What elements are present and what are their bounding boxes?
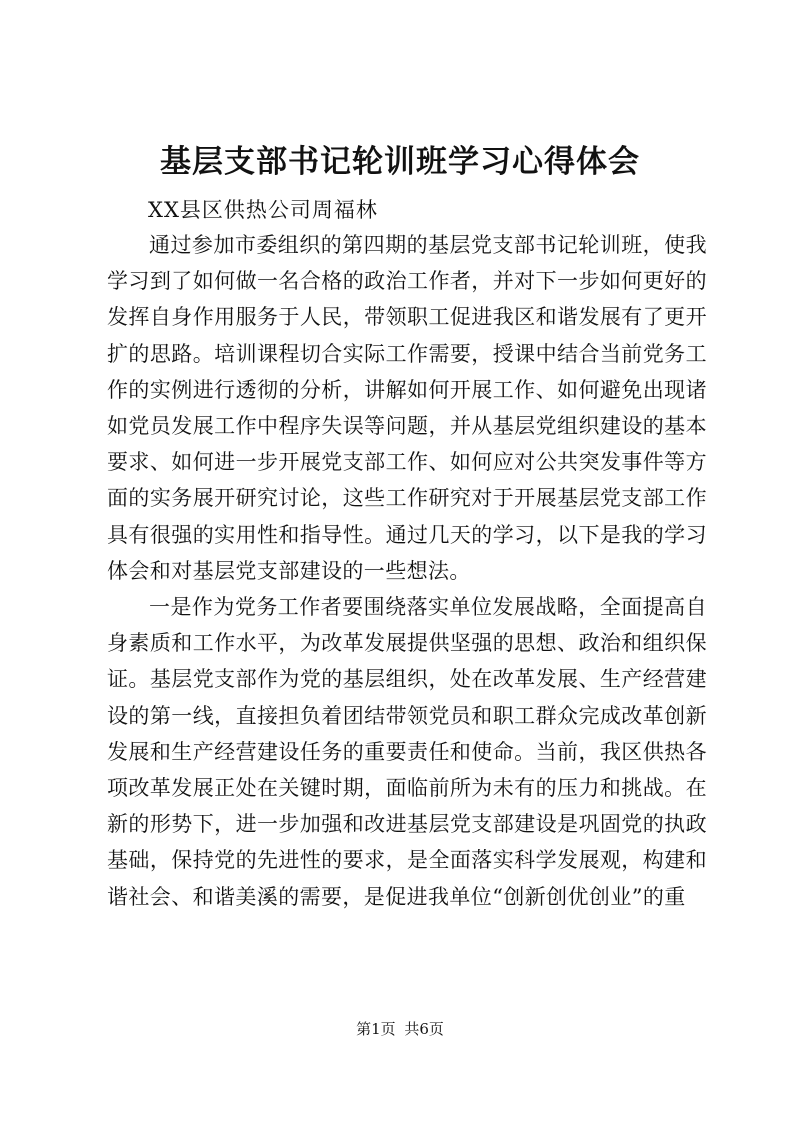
document-author: XX县区供热公司周福林 [148, 198, 378, 222]
document-title: 基层支部书记轮训班学习心得体会 [160, 144, 640, 180]
body-paragraph: 通过参加市委组织的第四期的基层党支部书记轮训班，使我学习到了如何做一名合格的政治工作者，并对下一步如何更好的发挥自身作用服务于人民，带领职工促进我区和谐发展有了更开扩的思路。培训课程切合实际工作需要，授课中结合当前党务工作的实例进行透彻的分析，讲解如何开展工作、如何避免出现诸如党员发展工作中程序失误等问题，并从基层党组织建设的基本要求、如何进一步开展党支部工作、如何应对公共突发事件等方面的实务展开研究讨论，这些工作研究对于开展基层党支部工作具有很强的实用性和指导性。通过几天的学习，以下是我的学习体会和对基层党支部建设的一些想法。 [107, 233, 707, 583]
document-body [107, 227, 707, 915]
page-number: 第1页 [356, 1020, 396, 1038]
page-footer [0, 1018, 800, 1040]
page-total: 共6页 [404, 1020, 444, 1038]
body-paragraph: 一是作为党务工作者要围绕落实单位发展战略，全面提高自身素质和工作水平，为改革发展提供坚强的思想、政治和组织保证。基层党支部作为党的基层组织，处在改革发展、生产经营建设的第一线，直接担负着团结带领党员和职工群众完成改革创新发展和生产经营建设任务的重要责任和使命。当前，我区供热各项改革发展正处在关键时期，面临前所为未有的压力和挑战。在新的形势下，进一步加强和改进基层党支部建设是巩固党的执政基础，保持党的先进性的要求，是全面落实科学发展观，构建和谐社会、和谐美溪的需要，是促进我单位“创新创优创业”的重 [107, 595, 707, 909]
